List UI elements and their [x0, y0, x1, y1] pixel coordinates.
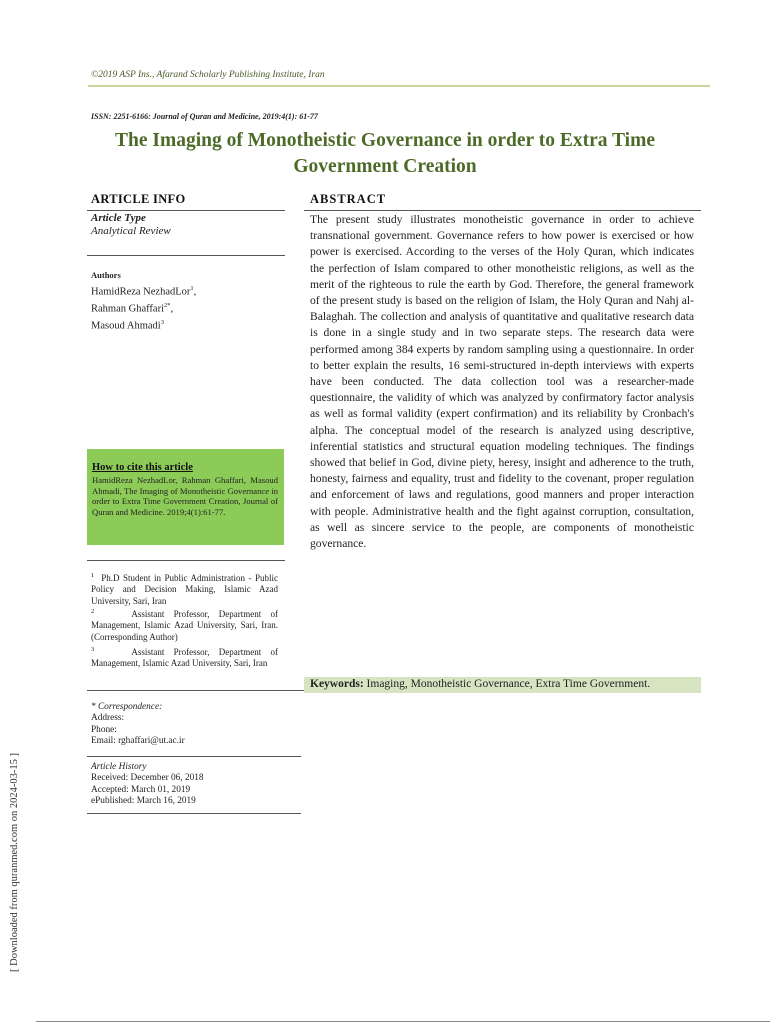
header-divider — [88, 85, 710, 87]
download-stamp-text: [ Downloaded from quranmed.com on 2024-03-15 ] — [9, 753, 20, 972]
history-label: Article History — [91, 762, 147, 772]
abstract-heading: ABSTRACT — [310, 192, 387, 206]
title-line-2: Government Creation — [293, 156, 477, 177]
cite-heading: How to cite this article — [92, 462, 193, 473]
keywords-label: Keywords: — [310, 678, 364, 690]
article-info-heading: ARTICLE INFO — [91, 192, 186, 206]
abstract-text: The present study illustrates monotheistic governance in order to achieve transnational government. Governance refers to how power is exercised or how power is exercised. According to the verses of the Holy Quran, which indicates the perfection of Islam compared to other monotheistic religions, as well as the merit of the righteous to rule the earth by God. Therefore, the general framework of the present study is based on the religion of Islam, the Holy Quran and Nahj al-Balaghah. The collection and analysis of quantitative and qualitative research data is done in a single study and in two separate steps. The research data were performed among 384 experts by random sampling using a questionnaire. In order to better explain the results, 16 semi-structured in-depth interviews with experts have been conducted. The data collection tool was a researcher-made questionnaire, the validity of which was analyzed by confirmatory factor analysis as well as formal validity (expert confirmation) and its reliability by Cronbach's alpha. The conceptual model of the research is analyzed using descriptive, inferential statistics and structural equation modeling techniques. The findings showed that belief in God, divine piety, heresy, insight and adherence to the truth, honesty, fairness and equality, trust and fidelity to the covenant, proper regulation and enforcement of laws and regulations, good manners and proper interaction with people. Administrative health and the fight against corruption, consultation, as well as sincere service to the people, are components of monotheistic governance. — [310, 213, 694, 551]
history-epublished: ePublished: March 16, 2019 — [91, 795, 196, 806]
keywords-line — [310, 678, 650, 690]
download-stamp — [8, 740, 22, 972]
article-type-value: Analytical Review — [91, 225, 171, 237]
footer-rule — [36, 1021, 770, 1022]
history-accepted: Accepted: March 01, 2019 — [91, 784, 191, 795]
cite-divider — [87, 560, 285, 561]
correspondence-address: Address: — [91, 713, 125, 724]
abstract-rule — [304, 210, 701, 211]
authors-list — [91, 282, 196, 333]
history-divider — [87, 813, 301, 814]
correspondence-phone: Phone: — [91, 724, 117, 735]
history-received: Received: December 06, 2018 — [91, 773, 204, 784]
journal-copyright: ©2019 ASP Ins., Afarand Scholarly Publishing Institute, Iran — [91, 70, 325, 80]
keywords-text: Imaging, Monotheistic Governance, Extra Time Government. — [366, 678, 651, 690]
history-block — [91, 762, 281, 807]
author-1: HamidReza NezhadLor$^1$, — [91, 285, 197, 298]
author-2: Rahman Ghaffari$^{2*}$, — [91, 302, 174, 315]
correspondence-label: * Correspondence: — [91, 702, 163, 712]
affiliation-1: $^1$ Ph.D Student in Public Administration - Public Policy and Decision Making, Islamic Azad University, Sari, Iran — [91, 572, 278, 606]
affiliation-2: $^2$ Assistant Professor, Department of Management, Islamic Azad University, Sari, Iran. (Corresponding Author) — [91, 608, 278, 642]
title-line-1: The Imaging of Monotheistic Governance in order to Extra Time — [114, 130, 655, 151]
affiliation-3: $^3$ Assistant Professor, Department of Management, Islamic Azad University, Sari, Iran — [91, 646, 278, 669]
article-title — [88, 128, 682, 180]
cite-text: HamidReza NezhadLor, Rahman Ghaffari, Masoud Ahmadi, The Imaging of Monotheistic Governance in order to Extra Time Government Creation, Journal of Quran and Medicine. 2019;4(1):61-77. — [92, 475, 278, 517]
correspondence-email: Email: rghaffari@ut.ac.ir — [91, 735, 185, 746]
authors-label: Authors — [91, 270, 121, 280]
type-divider — [87, 255, 285, 256]
issn-line: ISSN: 2251-6166: Journal of Quran and Medicine, 2019:4(1): 61-77 — [91, 112, 318, 121]
correspondence-block — [91, 702, 281, 747]
author-3: Masoud Ahmadi$^3$ — [91, 319, 164, 332]
correspondence-divider — [87, 756, 301, 757]
article-info-rule — [87, 210, 285, 211]
article-type-label: Article Type — [91, 212, 146, 224]
